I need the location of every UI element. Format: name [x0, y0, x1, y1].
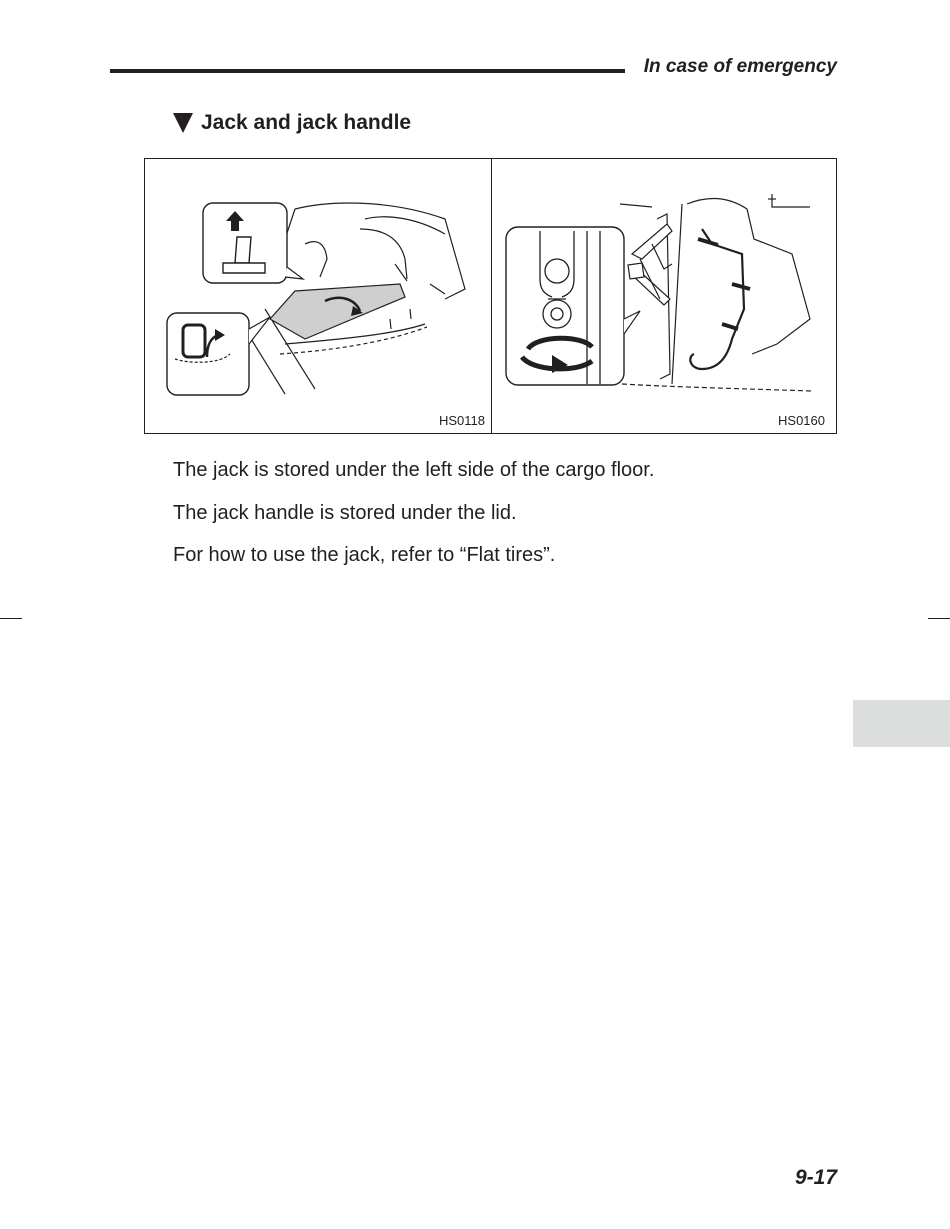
jack-and-handle-illustration — [492, 159, 837, 435]
figure-jack-handle — [492, 159, 837, 433]
body-paragraph: For how to use the jack, refer to “Flat tires”. — [173, 544, 556, 566]
running-header: In case of emergency — [643, 56, 837, 77]
body-paragraph: The jack is stored under the left side of the cargo floor. — [173, 459, 655, 481]
body-paragraph: The jack handle is stored under the lid. — [173, 502, 517, 524]
crop-mark-left — [0, 618, 22, 619]
section-heading — [173, 111, 411, 135]
figure-cargo-floor — [145, 159, 491, 433]
crop-mark-right — [928, 618, 950, 619]
cargo-floor-lid-illustration — [145, 159, 491, 435]
chapter-tab — [853, 700, 950, 747]
section-heading-text: Jack and jack handle — [201, 111, 412, 134]
down-triangle-icon — [173, 113, 193, 133]
figure-code: HS0118 — [438, 413, 485, 428]
figure-code: HS0160 — [778, 413, 825, 428]
figure-box — [144, 158, 837, 434]
page-number: 9-17 — [794, 1166, 837, 1189]
header-rule — [110, 69, 625, 73]
